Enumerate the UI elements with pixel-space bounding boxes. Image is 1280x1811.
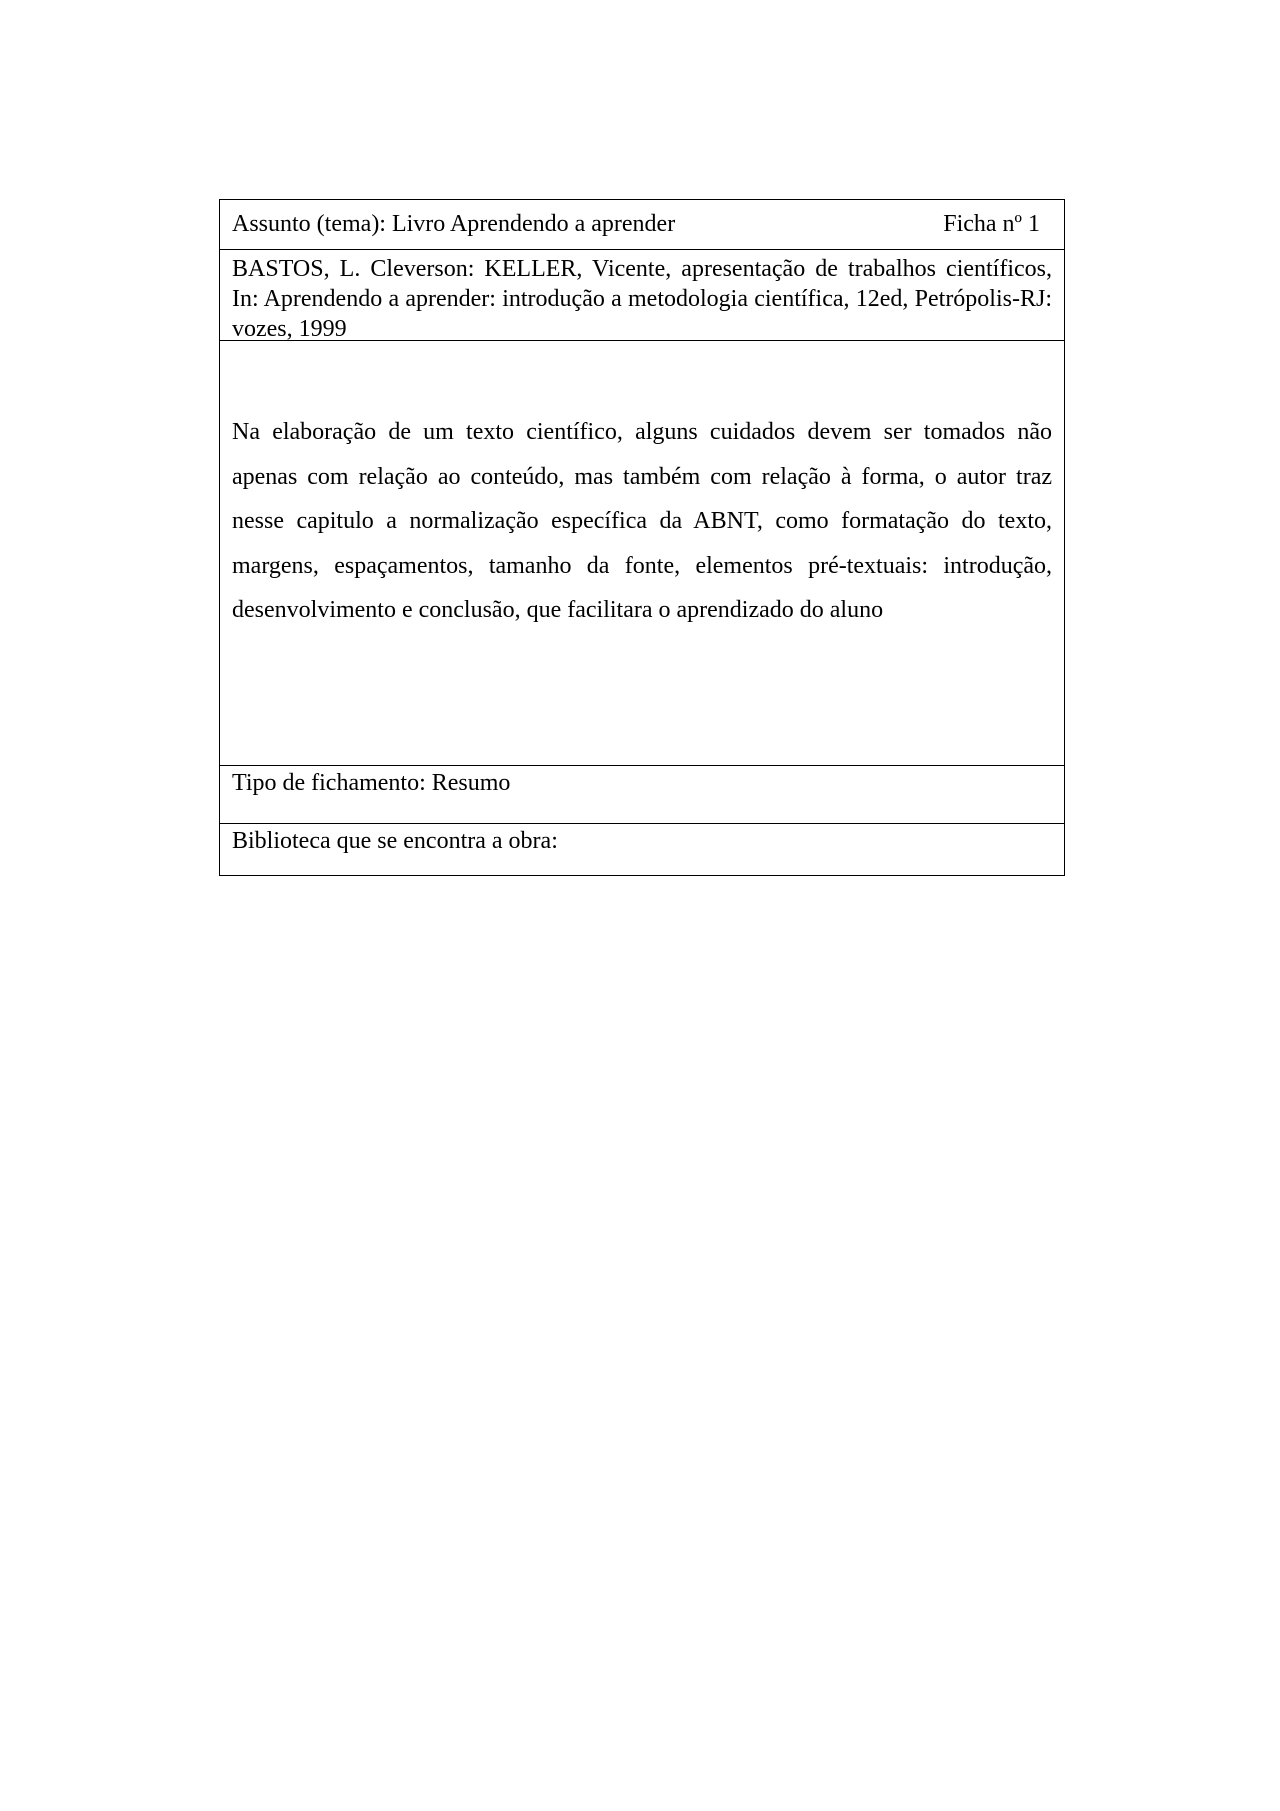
summary-text: Na elaboração de um texto científico, alguns cuidados devem ser tomados não apenas com relação ao conteúdo, mas também com relação à forma, o autor traz nesse capitulo a normalização específica da ABNT, como formatação do texto, margens, espaçamentos, tamanho da fonte, elementos pré-textuais: introdução, desenvolvimento e conclusão, que facilitara o aprendizado do aluno [232, 419, 1052, 623]
summary-row [220, 341, 1064, 766]
record-type-row [220, 766, 1064, 824]
record-type-label: Tipo de fichamento: Resumo [232, 770, 511, 796]
card-header-row [220, 200, 1064, 250]
reference-row [220, 250, 1064, 341]
subject-label: Assunto (tema): Livro Aprendendo a aprender [232, 211, 676, 237]
library-label: Biblioteca que se encontra a obra: [232, 828, 558, 854]
bibliographic-reference: BASTOS, L. Cleverson: KELLER, Vicente, apresentação de trabalhos científicos, In: Aprendendo a aprender: introdução a metodologia científica, 12ed, Petrópolis-RJ: vozes, 1999 [232, 256, 1052, 342]
card-number: Ficha nº 1 [943, 211, 1040, 237]
reading-card [219, 199, 1065, 876]
library-row [220, 824, 1064, 875]
